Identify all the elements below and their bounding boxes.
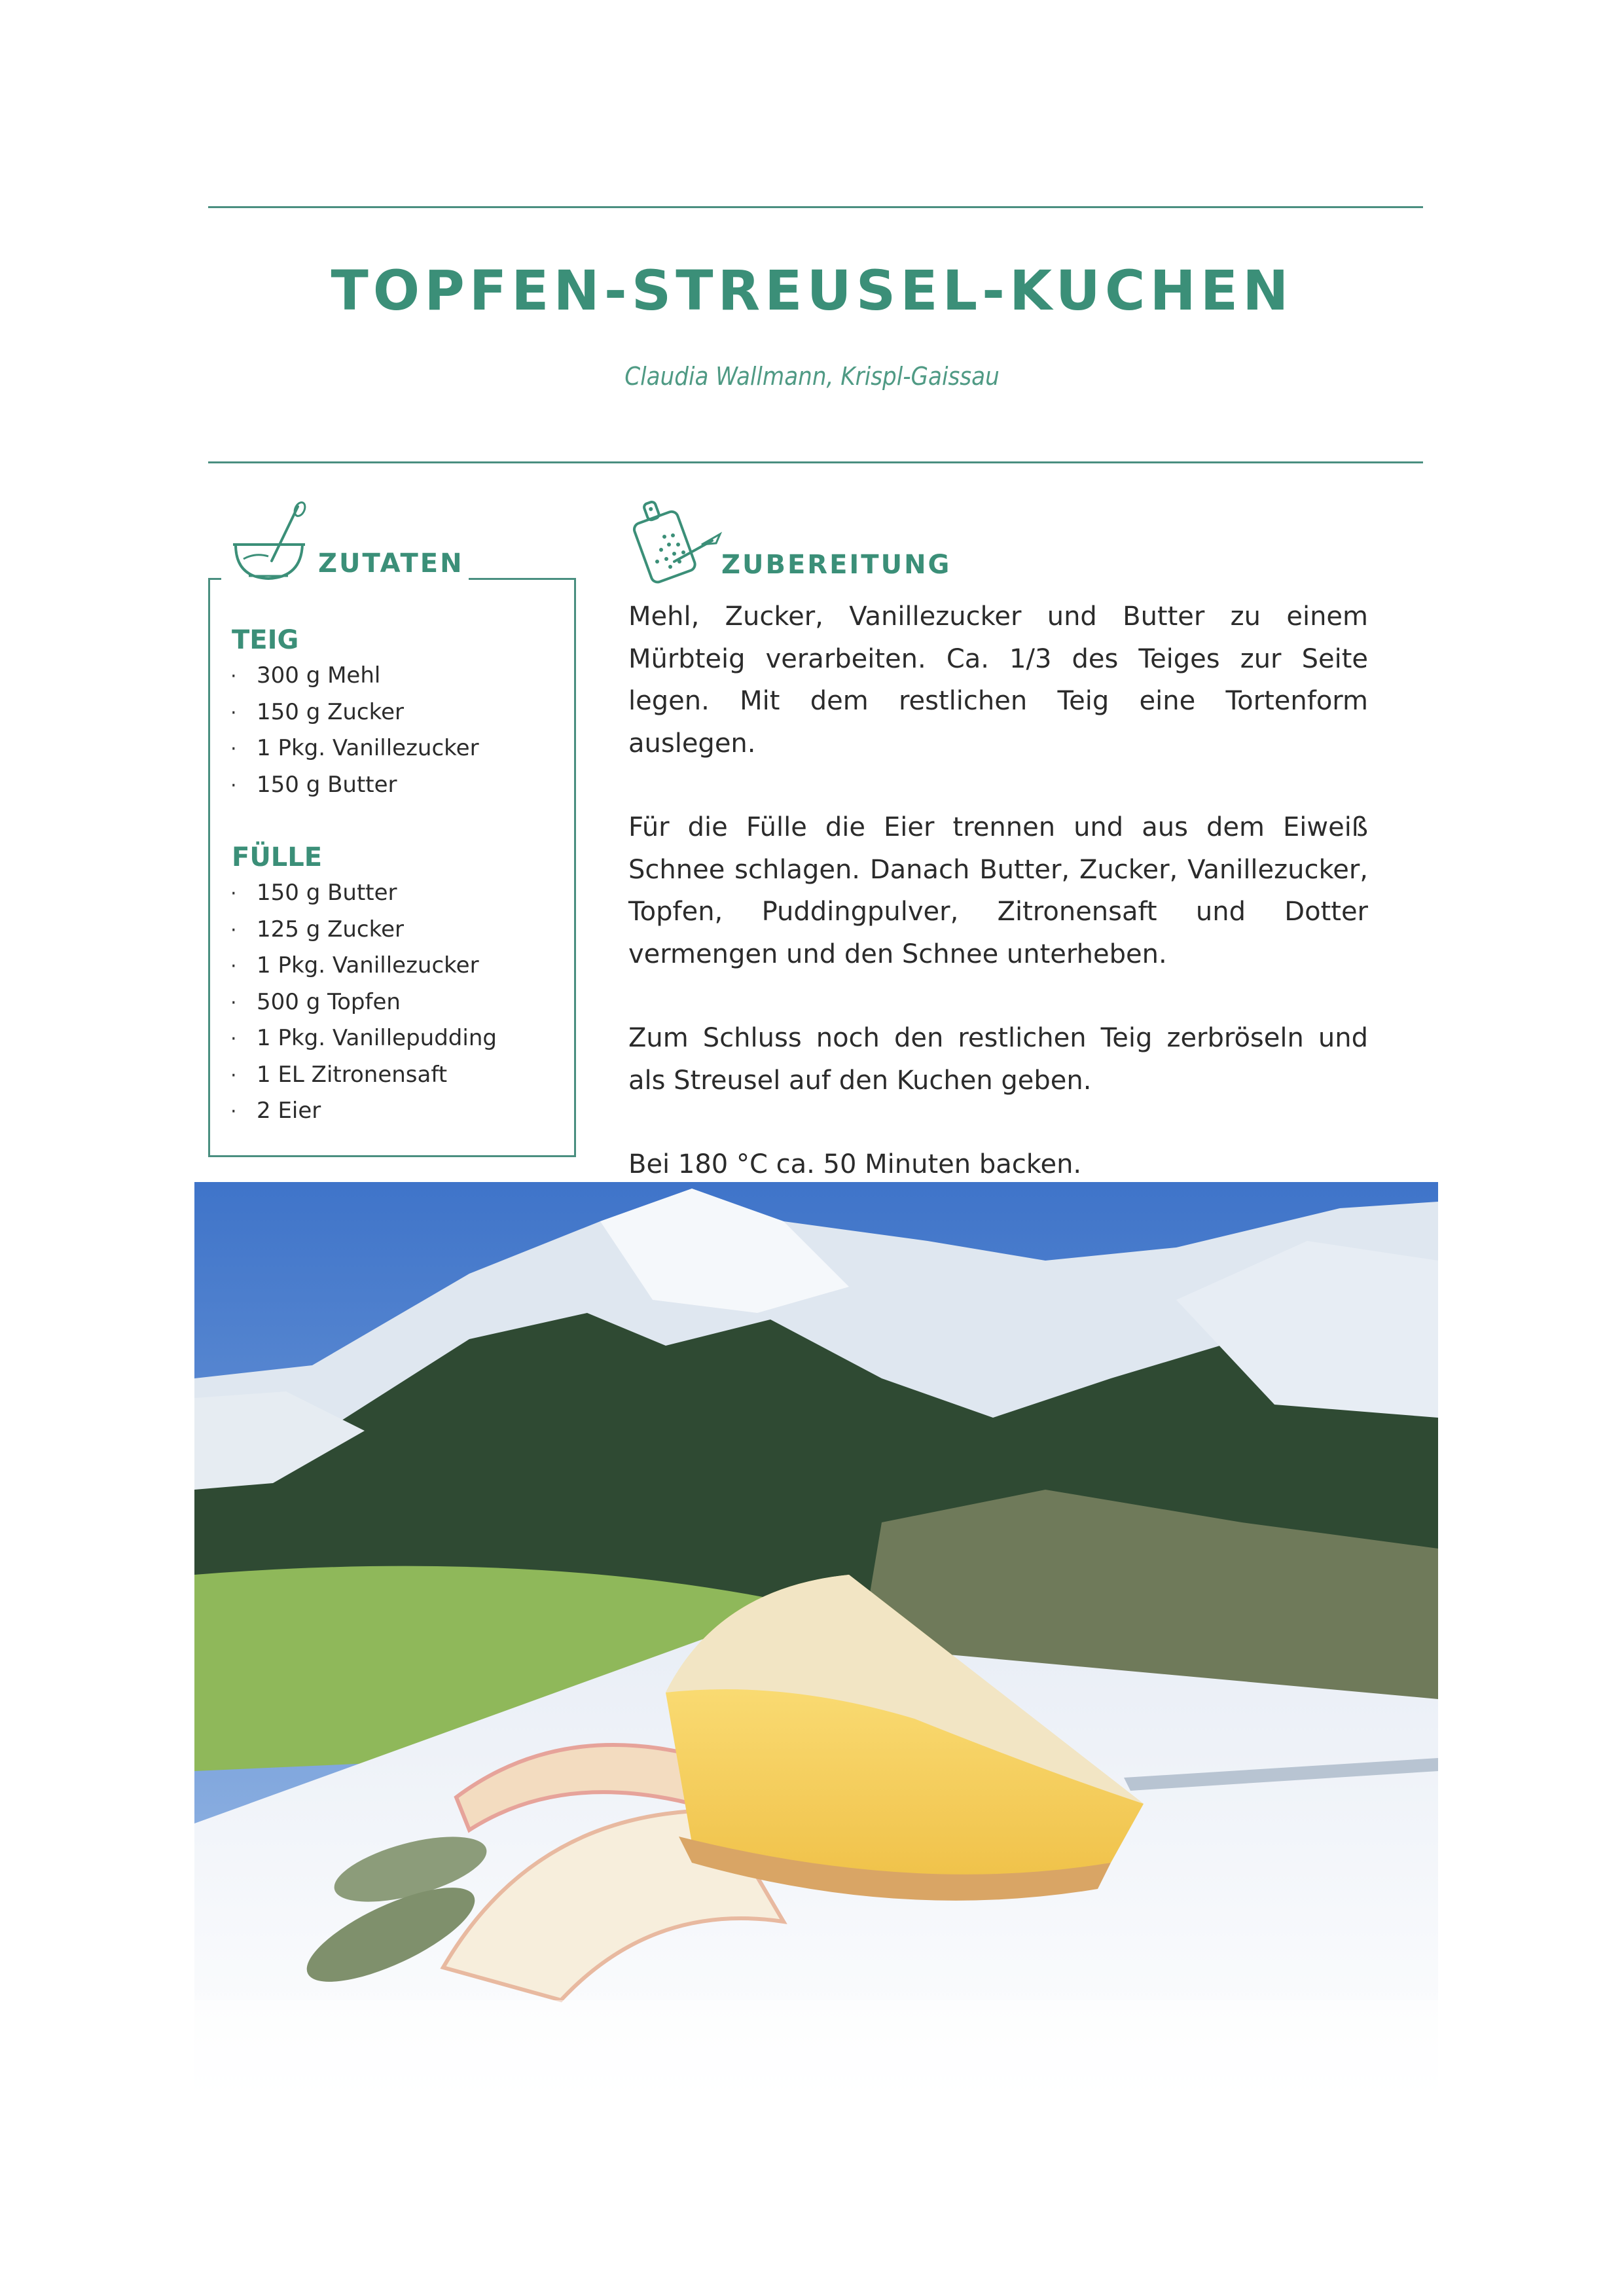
preparation-paragraph: Für die Fülle die Eier trennen und aus dem Eiweiß Schnee schlagen. Danach Butter, Zucker, Vanillezucker, Topfen, Puddingpulver, Zitronensaft und Dotter vermengen und den Schnee unterheben. bbox=[628, 812, 1368, 969]
box-edge bbox=[469, 578, 576, 580]
list-item: · 150 g Zucker bbox=[230, 698, 405, 725]
list-item: · 1 EL Zitronensaft bbox=[230, 1061, 448, 1088]
cake-photo bbox=[194, 1182, 1438, 2118]
mixing-bowl-icon bbox=[229, 499, 314, 584]
list-item: · 1 Pkg. Vanillezucker bbox=[230, 735, 479, 761]
preparation-text bbox=[628, 596, 1368, 1228]
box-edge bbox=[208, 578, 221, 580]
preparation-paragraph: Mehl, Zucker, Vanillezucker und Butter zu einem Mürbteig verarbeiten. Ca. 1/3 des Teiges zur Seite legen. Mit dem restlichen Teig eine Tortenform auslegen. bbox=[628, 601, 1368, 759]
list-item: · 150 g Butter bbox=[230, 771, 397, 798]
teig-heading: TEIG bbox=[232, 625, 299, 655]
preparation-paragraph: Bei 180 °C ca. 50 Minuten backen. bbox=[628, 1149, 1082, 1179]
fuelle-heading: FÜLLE bbox=[232, 842, 323, 872]
list-item: · 300 g Mehl bbox=[230, 662, 381, 689]
preparation-paragraph: Zum Schluss noch den restlichen Teig zerbröseln und als Streusel auf den Kuchen geben. bbox=[628, 1023, 1368, 1096]
list-item: · 1 Pkg. Vanillezucker bbox=[230, 952, 479, 978]
list-item: · 1 Pkg. Vanillepudding bbox=[230, 1025, 497, 1051]
fuelle-list bbox=[230, 875, 497, 1130]
header-divider bbox=[208, 461, 1423, 463]
recipe-title: TOPFEN-STREUSEL-KUCHEN bbox=[331, 259, 1293, 323]
preparation-heading: ZUBEREITUNG bbox=[721, 550, 952, 580]
recipe-author: Claudia Wallmann, Krispl-Gaissau bbox=[624, 362, 1000, 391]
cutting-board-icon bbox=[628, 490, 727, 588]
top-divider bbox=[208, 206, 1423, 208]
list-item: · 2 Eier bbox=[230, 1098, 321, 1124]
list-item: · 150 g Butter bbox=[230, 880, 397, 906]
list-item: · 125 g Zucker bbox=[230, 916, 405, 942]
list-item: · 500 g Topfen bbox=[230, 988, 401, 1015]
ingredients-heading: ZUTATEN bbox=[318, 548, 464, 579]
teig-list bbox=[230, 658, 479, 803]
